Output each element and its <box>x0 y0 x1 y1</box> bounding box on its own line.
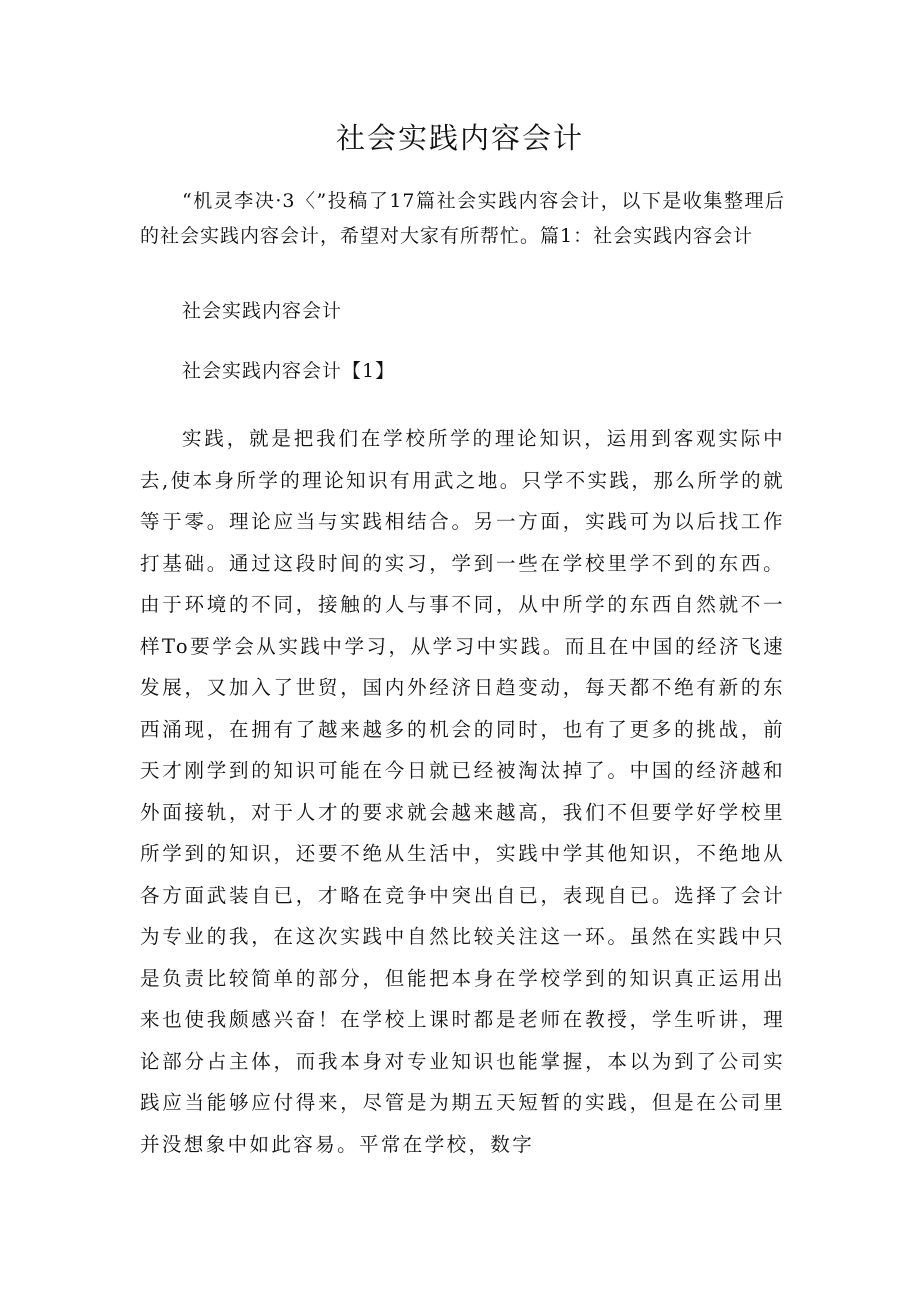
body-paragraph: 实践，就是把我们在学校所学的理论知识，运用到客观实际中去,使本身所学的理论知识有用武之地。只学不实践，那么所学的就等于零。理论应当与实践相结合。另一方面，实践可为以后找工作打基础。通过这段时间的实习，学到一些在学校里学不到的东西。由于环境的不同，接触的人与事不同，从中所学的东西自然就不一样To要学会从实践中学习，从学习中实践。而且在中国的经济飞速发展，又加入了世贸，国内外经济日趋变动，每天都不绝有新的东西涌现，在拥有了越来越多的机会的同时，也有了更多的挑战，前天才刚学到的知识可能在今日就已经被淘汰掉了。中国的经济越和外面接轨，对于人才的要求就会越来越高，我们不但要学好学校里所学到的知识，还要不绝从生活中，实践中学其他知识，不绝地从各方面武装自已，才略在竞争中突出自已，表现自已。选择了会计为专业的我，在这次实践中自然比较关注这一环。虽然在实践中只是负责比较简单的部分，但能把本身在学校学到的知识真正运用出来也使我颇感兴奋！在学校上课时都是老师在教授，学生听讲，理论部分占主体，而我本身对专业知识也能掌握，本以为到了公司实践应当能够应付得来，尽管是为期五天短暂的实践，但是在公司里并没想象中如此容易。平常在学校，数字 <box>140 427 785 1156</box>
intro-paragraph: “机灵李决·3〈”投稿了17篇社会实践内容会计，以下是收集整理后的社会实践内容会计，希望对大家有所帮忙。篇1：社会实践内容会计 <box>140 190 785 247</box>
document-title: 社会实践内容会计 <box>335 121 584 155</box>
subsection-heading: 社会实践内容会计【1】 <box>182 360 396 382</box>
section-heading: 社会实践内容会计 <box>182 300 343 322</box>
